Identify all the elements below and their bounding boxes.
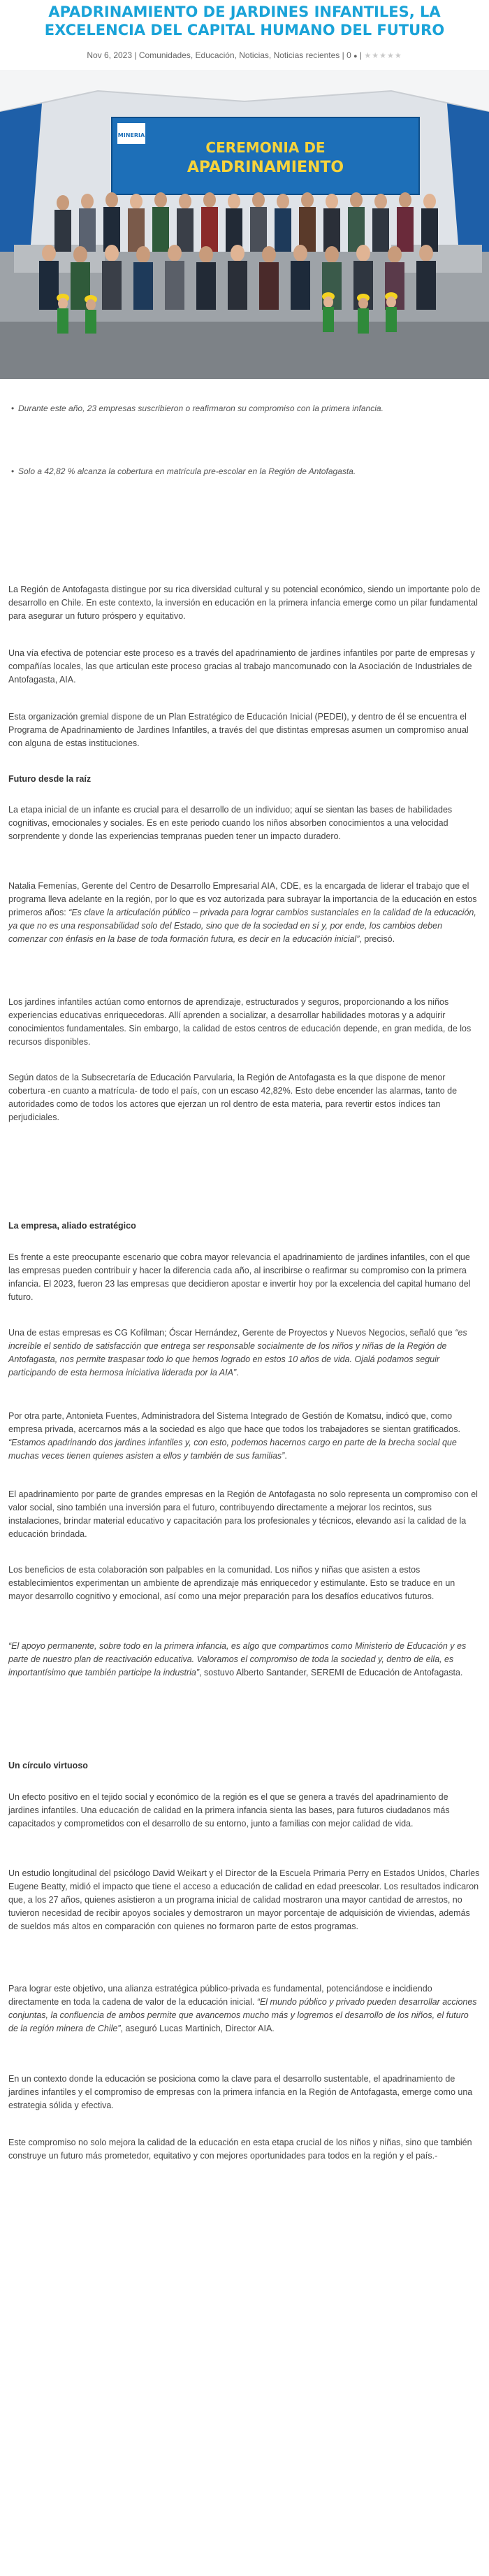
paragraph: Es frente a este preocupante escenario que cobra mayor relevancia el apadrinamiento de jardines infantiles, con el que las empresas pueden contribuir y hacer la diferencia cada año, al inscribirse o reafirmar su compromiso con la primera infancia. El 2023, fueron 23 las empresas que decidieron apostar e invertir hoy por la excelencia del capital humano del futuro. xyxy=(8,1252,471,1302)
paragraph: Según datos de la Subsecretaría de Educación Parvularia, la Región de Antofagasta es la que dispone de menor cobertura -en cuanto a matrícula- de todo el país, con un escaso 42,82%. Esto debe encender las alarmas, tanto de autoridades como de todos los actores que ejerzan un rol dentro de esta materia, para revertir estos índices tan perjudiciales. xyxy=(8,1073,458,1122)
banner-heading: CEREMONIA DE xyxy=(205,139,326,156)
paragraph xyxy=(8,880,481,946)
banner-logo: MINERIA xyxy=(117,132,145,138)
post-meta: Nov 6, 2023 | Comunidades, Educación, Noticias, Noticias recientes | 0 ● | ★★★★★ xyxy=(87,50,402,60)
paragraph: La Región de Antofagasta distingue por su rica diversidad cultural y su potencial económico, siendo un importante polo de desarrollo en Chile. En este contexto, la inversión en educación en la primera infancia emerge como un pilar fundamental para asegurar un futuro próspero y equitativo. xyxy=(8,585,481,621)
paragraph: Esta organización gremial dispone de un Plan Estratégico de Educación Inicial (PEDEI), y dentro de él se encuentra el Programa de Apadrinamiento de Jardines Infantiles, a través del que distintas empresas asumen un compromiso anual con alguna de estas instituciones. xyxy=(8,712,469,748)
quote: “Estamos apadrinando dos jardines infantiles y, con esto, podemos hacernos cargo en parte de la brecha social que muchas veces tienen quienes asisten a ellos y también de sus familias” xyxy=(8,1438,457,1461)
hero-photo-illustration xyxy=(0,70,489,379)
paragraph xyxy=(8,1640,481,1680)
paragraph-text: , aseguró Lucas Martinich, Director AIA. xyxy=(120,2024,275,2033)
paragraph: Los jardines infantiles actúan como entornos de aprendizaje, estructurados y seguros, proporcionando a los niños experiencias educativas enriquecedoras. Allí aprenden a socializar, a desarrollar habilidades motoras y a adquirir conocimientos fundamentales. Sin embargo, la calidad de estos centros de educación depende, en gran medida, de los recursos disponibles. xyxy=(8,997,472,1047)
paragraph-text: , precisó. xyxy=(359,934,395,944)
quote: “Es clave la articulación público – privada para lograr cambios sustanciales en la calidad de la educación, ya que no es una responsabilidad solo del Estado, sino que de la sociedad en sí y, por ende, los cambios deben comenzar con énfasis en la base de toda formación futura, es decir en la educación inicial” xyxy=(8,908,476,944)
comment-icon[interactable]: ● xyxy=(353,52,358,59)
paragraph: Una vía efectiva de potenciar este proceso es a través del apadrinamiento de jardines infantiles por parte de empresas y compañías locales, las que articulan este proceso gracias al trabajo mancomunado con la Asociación de Industriales de Antofagasta, AIA. xyxy=(8,648,475,685)
article-title: APADRINAMIENTO DE JARDINES INFANTILES, LA EXCELENCIA DEL CAPITAL HUMANO DEL FUTURO xyxy=(44,3,445,38)
paragraph: La etapa inicial de un infante es crucial para el desarrollo de un individuo; aquí se sientan las bases de habilidades cognitivas, emocionales y sociales. Es en este periodo cuando los niños absorben conocimientos a una velocidad sorprendente y donde las experiencias tempranas pueden tener un impacto duradero. xyxy=(8,805,453,841)
post-categories[interactable]: Comunidades, Educación, Noticias, Noticias recientes xyxy=(138,50,340,60)
banner-subheading: APADRINAMIENTO xyxy=(187,159,344,176)
paragraph: Este compromiso no solo mejora la calidad de la educación en esta etapa crucial de los niños y niñas, sino que también construye un futuro más prometedor, equitativo y con mejores oportunidades para todos en la región y el país.- xyxy=(8,2138,472,2161)
paragraph-text: , sostuvo Alberto Santander, SEREMI de Educación de Antofagasta. xyxy=(199,1668,463,1677)
paragraph-text: . xyxy=(284,1451,287,1461)
quote: “es increíble el sentido de satisfacción que entrega ser responsable socialmente de los niños y niñas de la Región de Antofagasta, nos permite traspasar todo lo que hemos logrado en estos 10 años de vida. Ojalá podamos seguir participando de esta hermosa iniciativa liderada por la AIA” xyxy=(8,1328,467,1378)
section-heading: La empresa, aliado estratégico xyxy=(8,1221,136,1231)
paragraph: Los beneficios de esta colaboración son palpables en la comunidad. Los niños y niñas que asisten a estos establecimientos experimentan un ambiente de aprendizaje más enriquecedor y estimulante. Esto se traduce en un mayor desarrollo cognitivo y emocional, así como una mejor preparación para los desafíos educativos futuros. xyxy=(8,1565,455,1601)
paragraph-text: Para lograr este objetivo, una alianza estratégica público-privada es fundamental, potenciándose e incidiendo directamente en toda la cadena de valor de la educación inicial. xyxy=(8,1984,432,2007)
highlight-item: • Durante este año, 23 empresas suscribieron o reafirmaron su compromiso con la primera infancia. xyxy=(8,402,384,415)
comment-count[interactable]: 0 xyxy=(346,50,351,60)
paragraph-text: . xyxy=(236,1368,239,1378)
post-date: Nov 6, 2023 xyxy=(87,50,133,60)
paragraph: El apadrinamiento por parte de grandes empresas en la Región de Antofagasta no solo representa un compromiso con el valor social, sino también una inversión para el futuro, contribuyendo directamente a mejorar los recintos, sus instalaciones, brindar material educativo y capacitación para los profesionales y técnicos, elevando así la calidad de la educación brindada. xyxy=(8,1489,478,1539)
paragraph xyxy=(8,1410,481,1463)
highlight-item: • Solo a 42,82 % alcanza la cobertura en matrícula pre-escolar en la Región de Antofagasta. xyxy=(8,465,356,478)
rating-stars[interactable]: ★★★★★ xyxy=(364,52,402,60)
hero-photo xyxy=(0,70,489,379)
quote: “El mundo público y privado pueden desarrollar acciones conjuntas, la confluencia de ambos permite que avancemos mucho más y logremos el desarrollo de los niños, el futuro de la región minera de Chile” xyxy=(8,1997,477,2033)
paragraph-text: Por otra parte, Antonieta Fuentes, Administradora del Sistema Integrado de Gestión de Komatsu, indicó que, como empresa privada, acercarnos más a la sociedad es algo que hace que todos los trabajadores se sientan gratificados. xyxy=(8,1411,460,1434)
paragraph: Un estudio longitudinal del psicólogo David Weikart y el Director de la Escuela Primaria Perry en Estados Unidos, Charles Eugene Beatty, midió el impacto que tiene el acceso a educación de calidad en edad preescolar. Los resultados indicaron que, a los 27 años, quienes asistieron a un programa inicial de calidad mostraron una mayor cantidad de arrestos, no tuvieron necesidad de recibir apoyos sociales y demostraron un mayor porcentaje de adquisición de viviendas, además de sueldos más altos en comparación con quienes no formaron parte de estos programas. xyxy=(8,1868,480,1931)
paragraph: En un contexto donde la educación se posiciona como la clave para el desarrollo sustentable, el apadrinamiento de jardines infantiles y el compromiso de empresas con la primera infancia en la Región de Antofagasta, emerge como una estrategia sólida y efectiva. xyxy=(8,2074,473,2110)
paragraph xyxy=(8,1326,481,1380)
paragraph xyxy=(8,1982,481,2035)
section-heading: Futuro desde la raíz xyxy=(8,774,92,784)
section-heading: Un círculo virtuoso xyxy=(8,1761,88,1770)
paragraph: Un efecto positivo en el tejido social y económico de la región es el que se genera a través del apadrinamiento de jardines infantiles. Una educación de calidad en la primera infancia sienta las bases, para futuros ciudadanos más capacitados y comprometidos con el desarrollo de su entorno, junto a familias con mejor calidad de vida. xyxy=(8,1792,450,1829)
quote: “El apoyo permanente, sobre todo en la primera infancia, es algo que compartimos como Ministerio de Educación y es parte de nuestro plan de reactivación educativa. Valoramos el compromiso de toda la sociedad y, dentro de ella, es importantísimo que también participe la industria” xyxy=(8,1641,467,1677)
paragraph-text: Una de estas empresas es CG Kofilman; Óscar Hernández, Gerente de Proyectos y Nuevos Negocios, señaló que xyxy=(8,1328,455,1338)
paragraph-text: Natalia Femenías, Gerente del Centro de Desarrollo Empresarial AIA, CDE, es la encargada de liderar el trabajo que el programa lleva adelante en la región, por lo que es voz autorizada para subrayar la importancia de la educación en estos primeros años: xyxy=(8,881,477,917)
